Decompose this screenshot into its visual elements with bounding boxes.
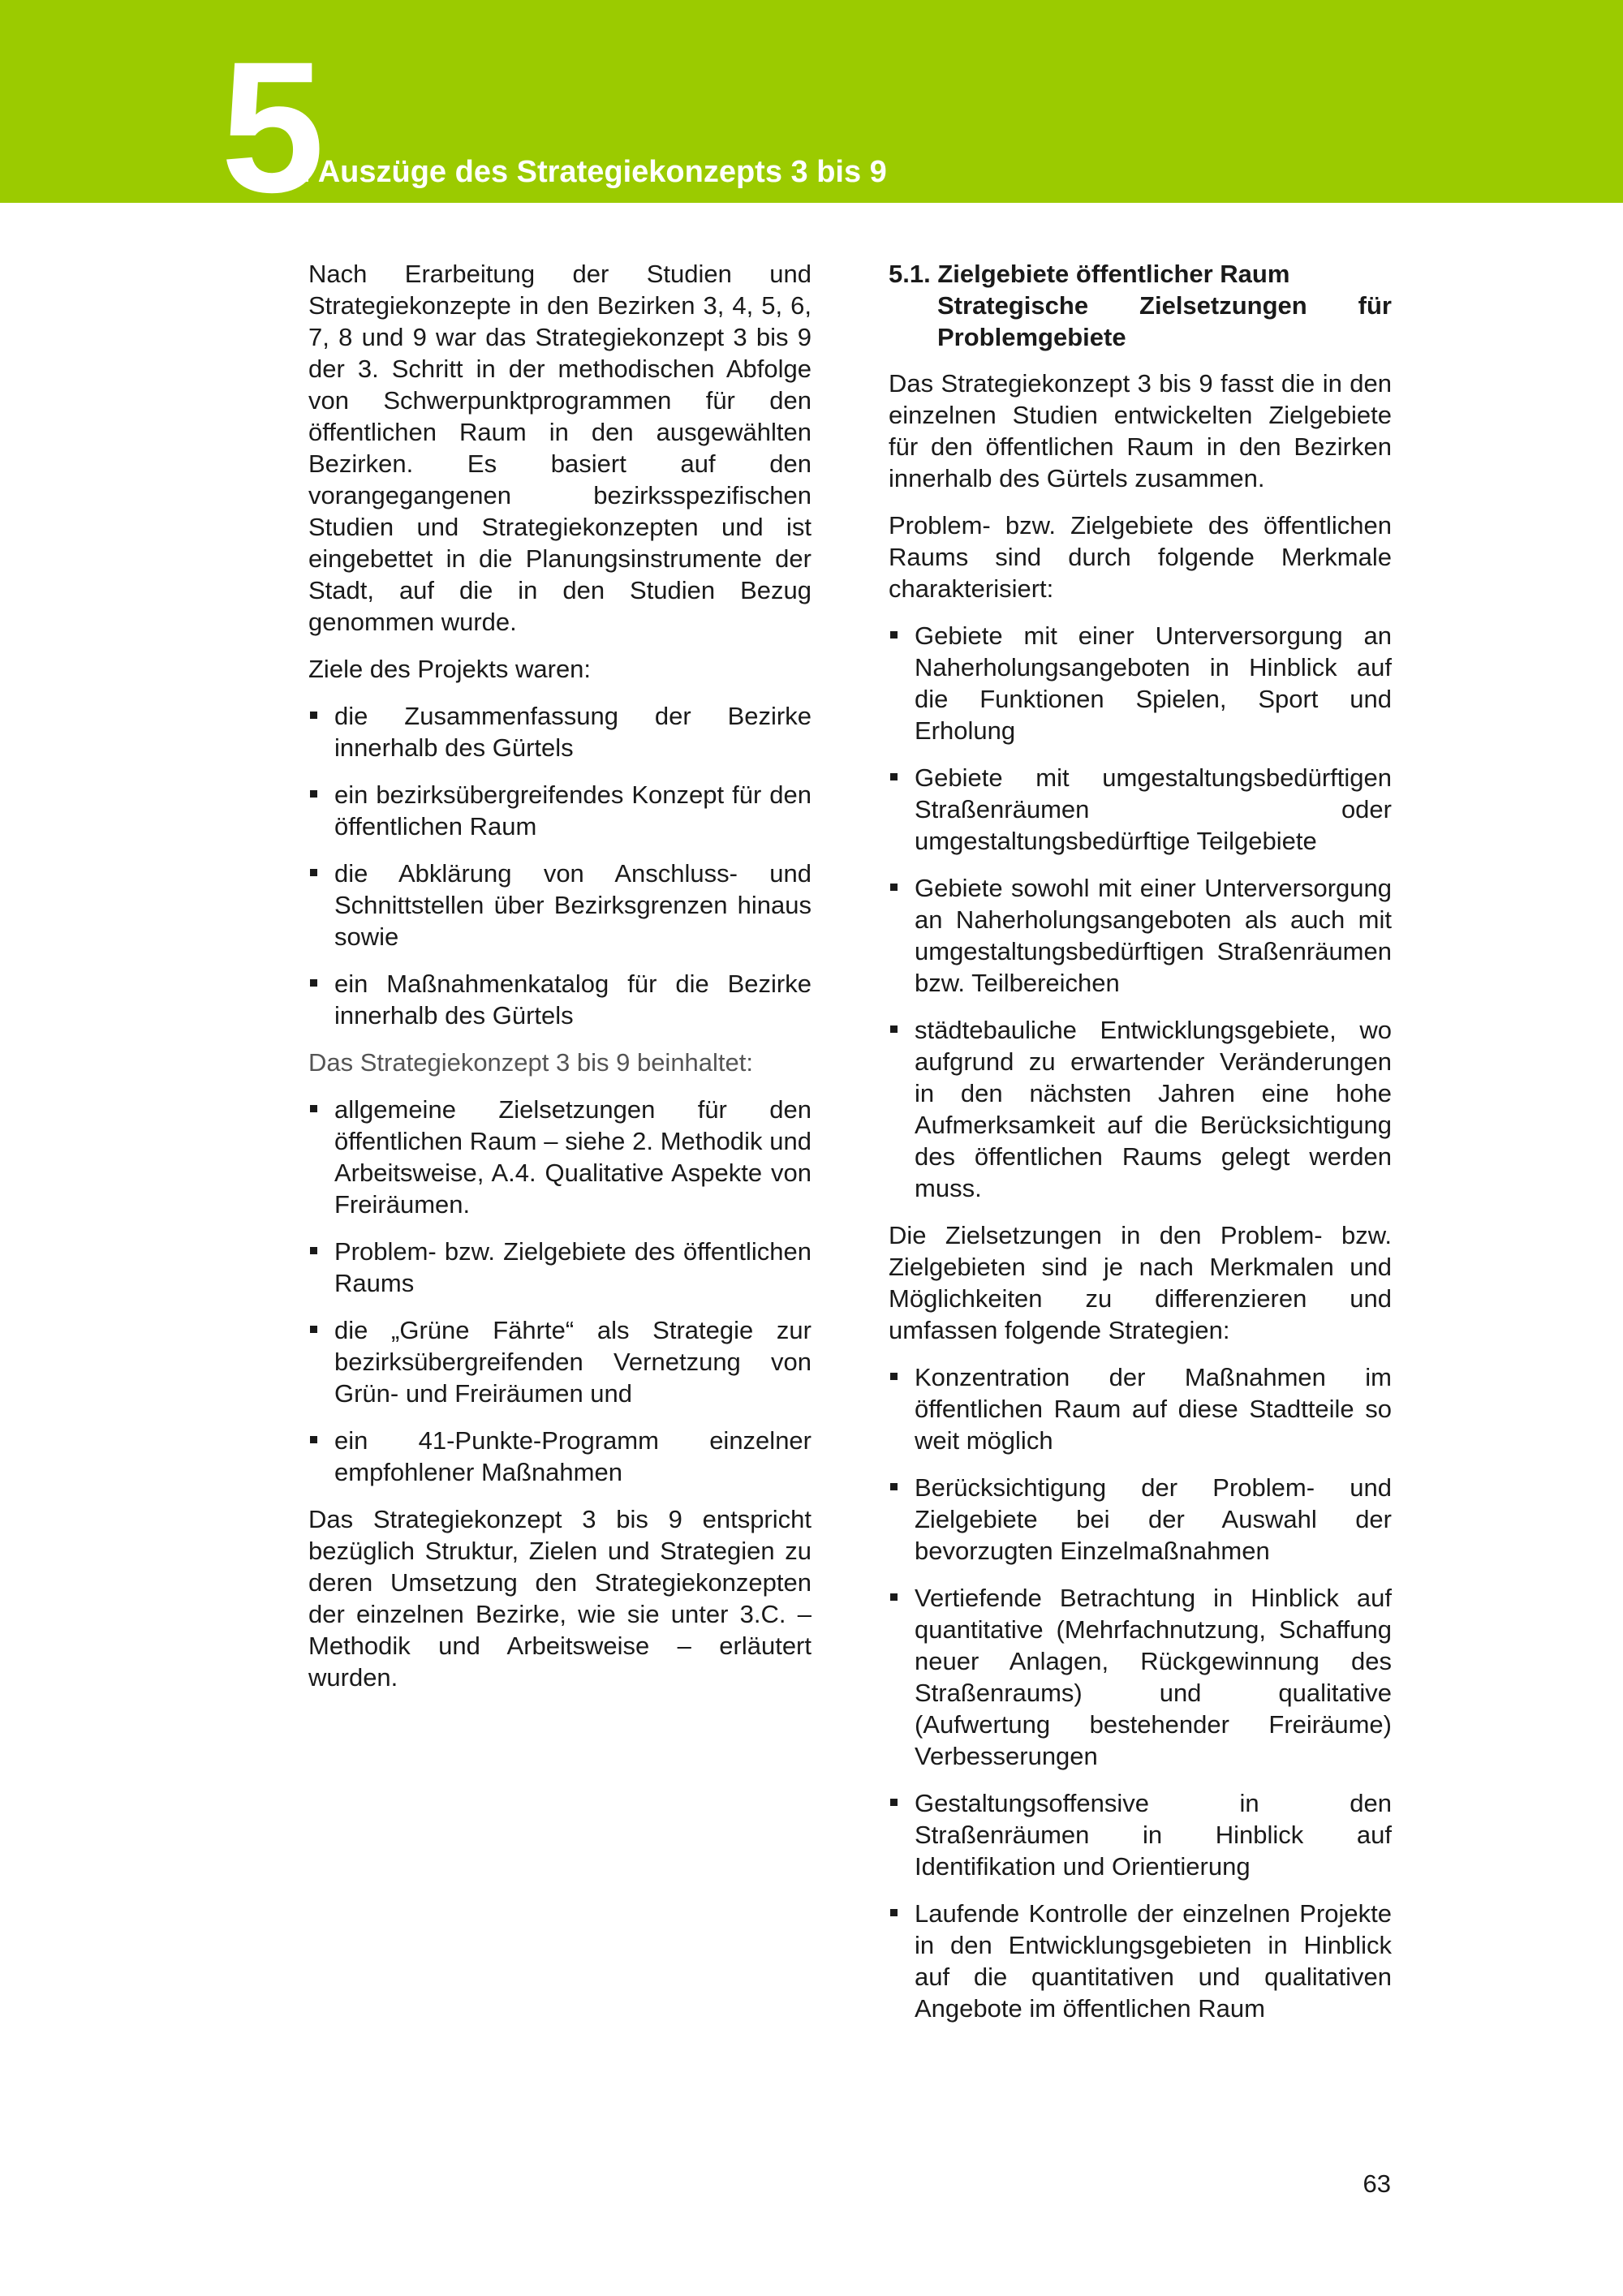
- list-item: [308, 779, 812, 842]
- list-item: [308, 1094, 812, 1220]
- chapter-number: 5: [221, 23, 321, 231]
- bullet-icon: [890, 773, 898, 780]
- chapter-header-band: [0, 0, 1623, 231]
- section-title-line2: Strategische Zielsetzungen für: [937, 291, 1392, 320]
- list-item: [889, 872, 1392, 999]
- list-item: [308, 700, 812, 763]
- list-item: [308, 1314, 812, 1409]
- list-item-text: allgemeine Zielsetzungen für den öffentlichen Raum – siehe 2. Methodik und Arbeitsweise, A.4. Qualitative Aspekte von Freiräumen.: [334, 1095, 812, 1219]
- bullet-icon: [890, 1025, 898, 1033]
- bullet-icon: [890, 1909, 898, 1916]
- section-heading: [889, 258, 1392, 353]
- list-item: [889, 1472, 1392, 1567]
- list-item: [308, 968, 812, 1031]
- list-item: [889, 1787, 1392, 1882]
- bullet-icon: [890, 1483, 898, 1490]
- list-item: [889, 1361, 1392, 1456]
- list-item-text: ein bezirksübergreifendes Konzept für den öffentlichen Raum: [334, 780, 812, 841]
- contents-list: [308, 1094, 812, 1488]
- page-number: 63: [1363, 2169, 1391, 2198]
- bullet-icon: [310, 979, 317, 987]
- goals-list: [308, 700, 812, 1031]
- list-item-text: die „Grüne Fährte“ als Strategie zur bezirksübergreifenden Vernetzung von Grün- und Freiräumen und: [334, 1316, 812, 1408]
- bullet-icon: [310, 1326, 317, 1333]
- list-item: [308, 1425, 812, 1488]
- list-item: [889, 1898, 1392, 2024]
- list-item-text: Gestaltungsoffensive in den Straßenräumen in Hinblick auf Identifikation und Orientierung: [915, 1789, 1392, 1881]
- list-item-text: Konzentration der Maßnahmen im öffentlichen Raum auf diese Stadtteile so weit möglich: [915, 1363, 1392, 1455]
- list-item-text: Gebiete mit umgestaltungsbedürftigen Straßenräumen oder umgestaltungsbedürftige Teilgebiete: [915, 763, 1392, 855]
- list-item: [889, 620, 1392, 746]
- list-item-text: Vertiefende Betrachtung in Hinblick auf quantitative (Mehrfachnutzung, Schaffung neuer Anlagen, Rückgewinnung des Straßenraums) und qualitative (Aufwertung bestehender Freiräume) Verbesserungen: [915, 1584, 1392, 1770]
- list-item-text: Berücksichtigung der Problem- und Zielgebiete bei der Auswahl der bevorzugten Einzelmaßnahmen: [915, 1473, 1392, 1565]
- list-item: [889, 762, 1392, 857]
- list-item: [308, 1236, 812, 1299]
- bullet-icon: [310, 869, 317, 876]
- list-item-text: Problem- bzw. Zielgebiete des öffentlichen Raums: [334, 1237, 812, 1297]
- left-column: [308, 258, 812, 1709]
- list-item-text: städtebauliche Entwicklungsgebiete, wo aufgrund zu erwartender Veränderungen in den nächsten Jahren eine hohe Aufmerksamkeit auf die Berücksichtigung des öffentlichen Raums gelegt werden muss.: [915, 1016, 1392, 1202]
- bullet-icon: [310, 1105, 317, 1112]
- list-item-text: ein Maßnahmenkatalog für die Bezirke innerhalb des Gürtels: [334, 970, 812, 1030]
- bullet-icon: [890, 631, 898, 638]
- bullet-icon: [310, 1247, 317, 1254]
- bullet-icon: [890, 1593, 898, 1601]
- paragraph-strategies-intro: Die Zielsetzungen in den Problem- bzw. Zielgebieten sind je nach Merkmalen und Möglichkeiten zu differenzieren und umfassen folgende Strategien:: [889, 1221, 1392, 1344]
- bullet-icon: [310, 712, 317, 719]
- bullet-icon: [890, 884, 898, 891]
- strategies-list: [889, 1361, 1392, 2024]
- list-item: [308, 858, 812, 952]
- list-item-text: Gebiete mit einer Unterversorgung an Naherholungsangeboten in Hinblick auf die Funktionen Spielen, Sport und Erholung: [915, 621, 1392, 745]
- section-title-line1: Zielgebiete öffentlicher Raum: [937, 260, 1290, 288]
- section-number: 5.1.: [889, 260, 931, 288]
- list-item-text: Laufende Kontrolle der einzelnen Projekte in den Entwicklungsgebieten in Hinblick auf die quantitativen und qualitativen Angebote im öffentlichen Raum: [915, 1899, 1392, 2023]
- right-column: [889, 258, 1392, 2040]
- closing-paragraph: Das Strategiekonzept 3 bis 9 entspricht bezüglich Struktur, Zielen und Strategien zu deren Umsetzung den Strategiekonzepten der einzelnen Bezirke, wie sie unter 3.C. – Methodik und Arbeitsweise – erläutert wurden.: [308, 1505, 812, 1692]
- bullet-icon: [890, 1799, 898, 1806]
- list-item: [889, 1582, 1392, 1772]
- list-item: [889, 1014, 1392, 1204]
- characteristics-list: [889, 620, 1392, 1204]
- paragraph-characteristics-intro: Problem- bzw. Zielgebiete des öffentlichen Raums sind durch folgende Merkmale charakterisiert:: [889, 511, 1392, 603]
- goals-intro: Ziele des Projekts waren:: [308, 655, 592, 683]
- bullet-icon: [310, 1436, 317, 1443]
- list-item-text: ein 41-Punkte-Programm einzelner empfohlener Maßnahmen: [334, 1426, 812, 1486]
- list-item-text: die Abklärung von Anschluss- und Schnittstellen über Bezirksgrenzen hinaus sowie: [334, 859, 812, 951]
- chapter-title: . Auszüge des Strategiekonzepts 3 bis 9: [302, 155, 887, 189]
- list-item-text: die Zusammenfassung der Bezirke innerhalb des Gürtels: [334, 702, 812, 762]
- intro-paragraph: Nach Erarbeitung der Studien und Strategiekonzepte in den Bezirken 3, 4, 5, 6, 7, 8 und 9 war das Strategiekonzept 3 bis 9 der 3. Schritt in der methodischen Abfolge von Schwerpunktprogrammen für den öffentlichen Raum in den ausgewählten Bezirken. Es basiert auf den vorangegangenen bezirksspezifischen Studien und Strategiekonzepten und ist eingebettet in die Planungsinstrumente der Stadt, auf die in den Studien Bezug genommen wurde.: [308, 260, 812, 636]
- bullet-icon: [890, 1373, 898, 1380]
- list-item-text: Gebiete sowohl mit einer Unterversorgung an Naherholungsangeboten als auch mit umgestaltungsbedürftigen Straßenräumen bzw. Teilbereichen: [915, 874, 1392, 997]
- section-heading-line1: [889, 258, 1392, 290]
- bullet-icon: [310, 790, 317, 798]
- paragraph-summary: Das Strategiekonzept 3 bis 9 fasst die in den einzelnen Studien entwickelten Zielgebiete für den öffentlichen Raum in den Bezirken innerhalb des Gürtels zusammen.: [889, 369, 1392, 492]
- contents-intro: Das Strategiekonzept 3 bis 9 beinhaltet:: [308, 1048, 754, 1077]
- section-title-line3: Problemgebiete: [937, 323, 1126, 351]
